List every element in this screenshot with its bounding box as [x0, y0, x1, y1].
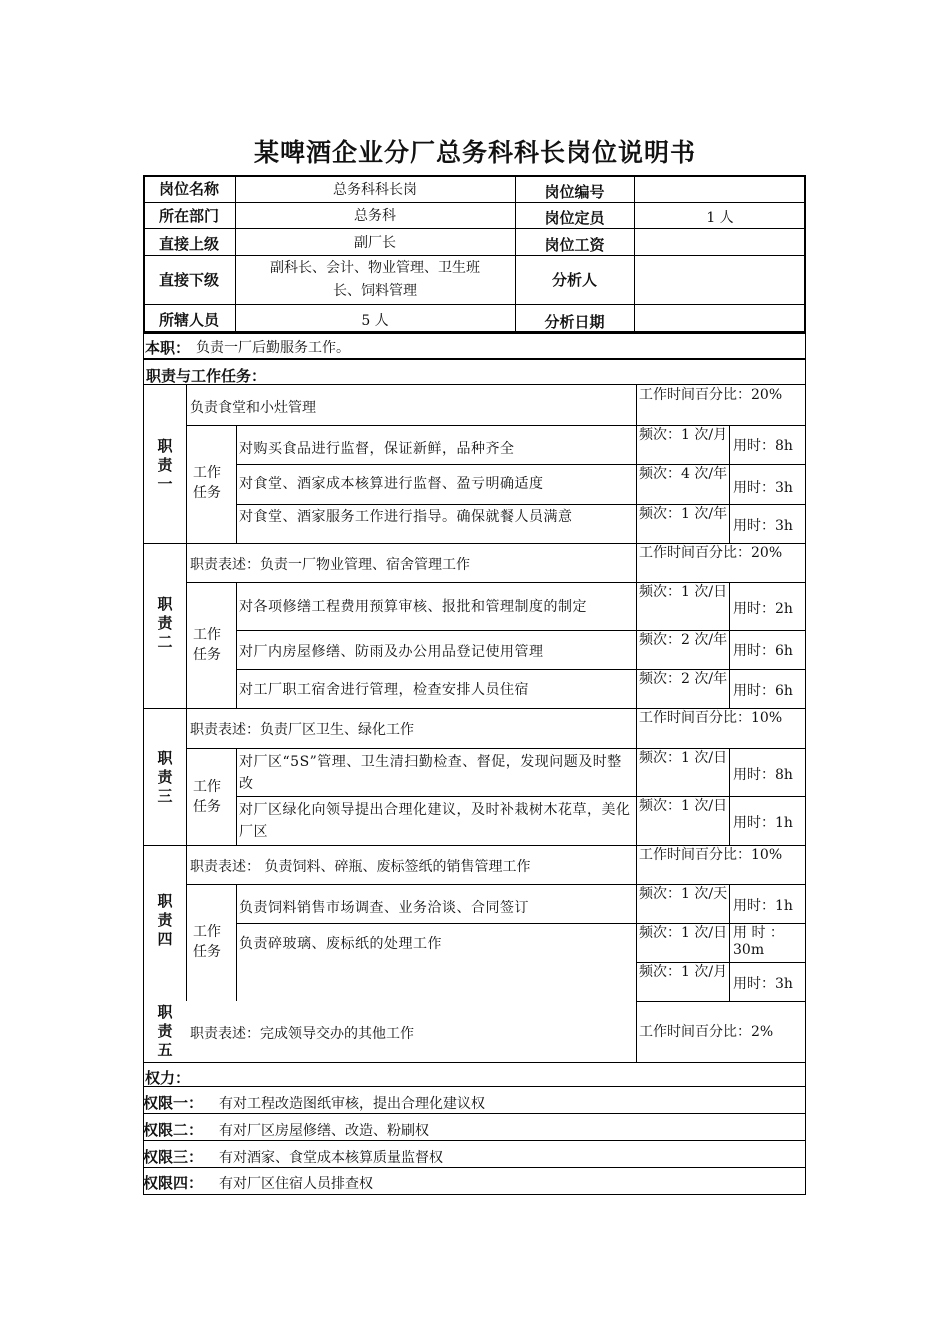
- duty-1-task-1-time: 用时：8h: [733, 438, 793, 454]
- duty-4-task-2-freq: 频次：1 次/日: [639, 925, 728, 941]
- wage-label: 岗位工资: [544, 235, 605, 254]
- post-no-label: 岗位编号: [544, 183, 605, 201]
- analyst-label: 分析人: [551, 271, 597, 289]
- duty-3-statement: 职责表述：负责厂区卫生、绿化工作: [190, 722, 414, 738]
- duty-4-task-2-time: 用 时 ：30m: [733, 925, 784, 958]
- duty-2-task-3-freq: 频次：2 次/年: [639, 671, 728, 687]
- duty-3-task-2-time: 用时：1h: [733, 815, 793, 831]
- duty-2-task-label: 工作任务: [193, 627, 221, 663]
- power-4: 权限四： 有对厂区住宿人员排查权: [143, 1174, 373, 1192]
- duty-2-task-3: 对工厂职工宿舍进行管理，检查安排人员住宿: [239, 682, 529, 698]
- quota-label: 岗位定员: [544, 208, 605, 227]
- dept-value: 总务科: [354, 208, 396, 224]
- duty-2-task-2-time: 用时：6h: [733, 642, 793, 659]
- power-2: 权限二： 有对厂区房屋修缮、改造、粉刷权: [143, 1121, 429, 1139]
- duty-1-task-label: 工作任务: [193, 465, 221, 501]
- duty-1-side-label: 职 责 一: [157, 437, 173, 493]
- duty-3-task-1-time: 用时：8h: [733, 767, 793, 783]
- duty-4-task-2: 负责碎玻璃、废标纸的处理工作: [239, 936, 442, 952]
- duty-3-task-1-freq: 频次：1 次/日: [639, 750, 728, 766]
- quota-value: 1 人: [706, 210, 734, 226]
- duty-3-side-label: 职 责 三: [157, 749, 173, 805]
- duty-2-task-2: 对厂内房屋修缮、防雨及办公用品登记使用管理: [239, 644, 544, 660]
- powers-label: 权力：: [145, 1068, 191, 1087]
- duty-1-statement: 负责食堂和小灶管理: [190, 399, 316, 416]
- duty-4-side-label: 职 责 四: [157, 892, 173, 948]
- duty-4-task-3: [239, 962, 635, 1001]
- duty-4-statement: 职责表述： 负责饲料、碎瓶、废标签纸的销售管理工作: [190, 858, 531, 875]
- duty-4-task-3-time: 用时：3h: [733, 975, 793, 992]
- dept-label: 所在部门: [158, 206, 219, 225]
- staff-label: 所辖人员: [158, 311, 219, 329]
- main-duty-label: 本职：: [145, 338, 191, 357]
- post-name-value: 总务科科长岗: [333, 181, 417, 198]
- duty-3-task-2-freq: 频次：1 次/日: [639, 798, 728, 814]
- duty-1-task-3-time: 用时：3h: [733, 517, 793, 534]
- duty-2-task-1-time: 用时：2h: [733, 601, 793, 617]
- duty-2-task-3-time: 用时：6h: [733, 682, 793, 699]
- subordinate-value: 副科长、会计、物业管理、卫生班 长、饲料管理: [270, 259, 480, 299]
- document-title: 某啤酒企业分厂总务科科长岗位说明书: [253, 138, 696, 167]
- job-description-table: [143, 175, 806, 1195]
- power-1: 权限一： 有对工程改造图纸审核，提出合理化建议权: [143, 1094, 485, 1112]
- duty-2-side-label: 职 责 二: [157, 595, 173, 651]
- post-name-label: 岗位名称: [158, 180, 219, 198]
- duty-1-task-1: 对购买食品进行监督，保证新鲜，品种齐全: [239, 441, 515, 457]
- duty-2-task-1-freq: 频次：1 次/日: [639, 584, 728, 600]
- wage-value: [634, 228, 806, 255]
- duties-header: 职责与工作任务：: [146, 366, 267, 385]
- duty-4-task-1-time: 用时：1h: [733, 897, 793, 914]
- staff-value: 5 人: [361, 312, 389, 329]
- duty-1-task-3-freq: 频次：1 次/年: [639, 506, 728, 522]
- post-no-value: [634, 175, 806, 202]
- superior-label: 直接上级: [158, 234, 219, 253]
- duty-3-task-1: 对厂区“5S”管理、卫生清扫勤检查、督促，发现问题及时整改: [239, 754, 622, 792]
- duty-3-task-label: 工作任务: [193, 779, 221, 815]
- duty-3-percent: 工作时间百分比：10%: [639, 710, 783, 726]
- duty-1-task-3: 对食堂、酒家服务工作进行指导。确保就餐人员满意: [239, 509, 573, 525]
- main-duty-text: 负责一厂后勤服务工作。: [196, 340, 351, 356]
- superior-value: 副厂长: [354, 234, 396, 251]
- duty-2-statement: 职责表述：负责一厂物业管理、宿舍管理工作: [190, 556, 470, 573]
- duty-2-task-2-freq: 频次：2 次/年: [639, 632, 728, 648]
- main-duty: [145, 334, 795, 360]
- duty-4-task-1-freq: 频次：1 次/天: [639, 886, 728, 902]
- duty-4-percent: 工作时间百分比：10%: [639, 847, 783, 863]
- duty-3-task-2: 对厂区绿化向领导提出合理化建议，及时补栽树木花草，美化厂区: [239, 802, 631, 840]
- duty-4-task-1: 负责饲料销售市场调查、业务洽谈、合同签订: [239, 900, 529, 916]
- analyst-value: [634, 255, 806, 304]
- subordinate-label: 直接下级: [158, 271, 219, 289]
- duty-1-task-2: 对食堂、酒家成本核算进行监督、盈亏明确适度: [239, 476, 544, 492]
- duty-1-task-2-freq: 频次：4 次/年: [639, 466, 728, 482]
- date-value: [634, 306, 806, 333]
- duty-4-task-label: 工作任务: [193, 924, 221, 960]
- duty-4-task-3-freq: 频次：1 次/月: [639, 964, 728, 980]
- date-label: 分析日期: [544, 313, 605, 331]
- duty-2-task-1: 对各项修缮工程费用预算审核、报批和管理制度的制定: [239, 599, 587, 615]
- duty-5-side-label: 职 责 五: [157, 1003, 173, 1059]
- duty-5-statement: 职责表述：完成领导交办的其他工作: [190, 1026, 414, 1042]
- duty-1-task-1-freq: 频次：1 次/月: [639, 427, 728, 443]
- duty-5-percent: 工作时间百分比：2%: [639, 1024, 774, 1040]
- duty-1-task-2-time: 用时：3h: [733, 480, 793, 496]
- duty-2-percent: 工作时间百分比：20%: [639, 545, 783, 561]
- duty-1-percent: 工作时间百分比：20%: [639, 387, 783, 403]
- power-3: 权限三： 有对酒家、食堂成本核算质量监督权: [143, 1148, 443, 1166]
